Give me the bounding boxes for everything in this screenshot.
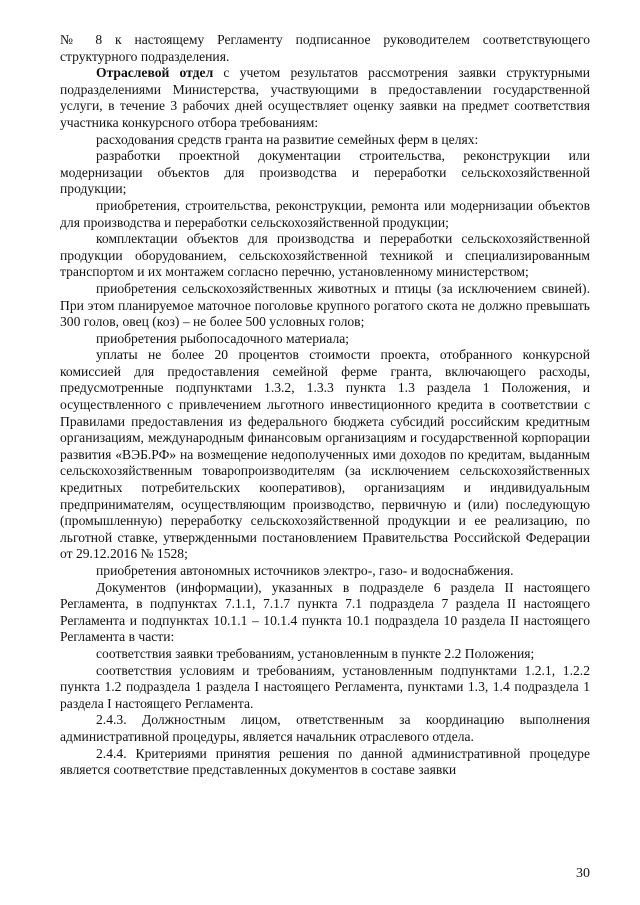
paragraph <box>60 231 590 281</box>
paragraph-text: 2.4.3. Должностным лицом, ответственным за координацию выполнения административной процедуры, является начальник отраслевого отдела. <box>60 712 590 744</box>
paragraph-text: приобретения сельскохозяйственных животных и птицы (за исключением свиней). При этом планируемое маточное поголовье крупного рогатого скота не должно превышать 300 голов, овец (коз) – не более 500 условных голов; <box>60 280 590 330</box>
paragraph <box>60 347 590 563</box>
paragraph <box>60 281 590 331</box>
paragraph <box>60 663 590 713</box>
paragraph <box>60 646 590 663</box>
paragraph-text: 2.4.4. Критериями принятия решения по данной административной процедуре является соответствие представленных документов в составе заявки <box>60 745 590 778</box>
paragraph-bold-lead: Отраслевой отдел <box>96 65 214 81</box>
paragraph <box>60 712 590 745</box>
page-number: 30 <box>576 866 590 881</box>
paragraph <box>60 198 590 231</box>
paragraph-text: комплектации объектов для производства и переработки сельскохозяйственной продукции оборудованием, сельскохозяйственной техникой и специализированным транспортом и их монтажем согласно перечню, установленному министерством; <box>60 231 590 280</box>
paragraph-text: приобретения рыбопосадочного материала; <box>96 330 350 346</box>
paragraph-text: соответствия заявки требованиям, установленным в пункте 2.2 Положения; <box>96 645 535 661</box>
paragraph <box>60 580 590 646</box>
paragraph-text: приобретения автономных источников электро-, газо- и водоснабжения. <box>96 563 514 578</box>
document-body <box>60 32 590 779</box>
paragraph-text: уплаты не более 20 процентов стоимости проекта, отобранного конкурсной комиссией для предоставления семейной ферме гранта, включающего расходы, предусмотренные подпунктами 1.3.2, 1.3.3 пункта 1.3 раздела 1 Положения, и осуществленного с привлечением льготного инвестиционного кредита в соответствии с Правилами предоставления из федерального бюджета субсидий российским кредитным организациям, международным финансовым организациям и государственной корпорации развития «ВЭБ.РФ» на возмещение недополученных ими доходов по кредитам, выданным сельскохозяйственным товаропроизводителям (за исключением сельскохозяйственных кредитных потребительских кооперативов), организациям и индивидуальным предпринимателям, осуществляющим производство, первичную и (или) последующую (промышленную) переработку сельскохозяйственной продукции и ее реализацию, по льготной ставке, утвержденными постановлением Правительства Российской Федерации от 29.12.2016 № 1528; <box>60 347 590 562</box>
paragraph <box>60 65 590 131</box>
paragraph-text: разработки проектной документации строительства, реконструкции или модернизации объектов для производства и переработки сельскохозяйственной продукции; <box>60 148 590 197</box>
paragraph <box>60 331 590 348</box>
paragraph-text: № 8 к настоящему Регламенту подписанное руководителем соответствующего структурного подразделения. <box>60 32 590 64</box>
paragraph-text: соответствия условиям и требованиям, установленным подпунктами 1.2.1, 1.2.2 пункта 1.2 подраздела 1 раздела I настоящего Регламента, пунктами 1.3, 1.4 подраздела 1 раздела I настоящего Регламента. <box>60 662 590 711</box>
paragraph-text: расходования средств гранта на развитие семейных ферм в целях: <box>96 131 479 147</box>
paragraph <box>60 563 590 580</box>
paragraph <box>60 746 590 779</box>
paragraph-text: приобретения, строительства, реконструкции, ремонта или модернизации объектов для производства и переработки сельскохозяйственной продукции; <box>60 197 590 230</box>
paragraph <box>60 148 590 198</box>
paragraph <box>60 132 590 149</box>
paragraph-text: Документов (информации), указанных в подразделе 6 раздела II настоящего Регламента, в подпунктах 7.1.1, 7.1.7 пункта 7.1 подраздела 7 раздела II настоящего Регламента и подпунктах 10.1.1 – 10.1.4 пункта 10.1 подраздела 10 раздела II настоящего Регламента в части: <box>60 579 590 645</box>
paragraph-text: с учетом результатов рассмотрения заявки структурными подразделениями Министерства, участвующими в предоставлении государственной услуги, в течение 3 рабочих дней осуществляет оценку заявки на предмет соответствия участника конкурсного отбора требованиям: <box>60 65 591 130</box>
paragraph <box>60 32 590 65</box>
